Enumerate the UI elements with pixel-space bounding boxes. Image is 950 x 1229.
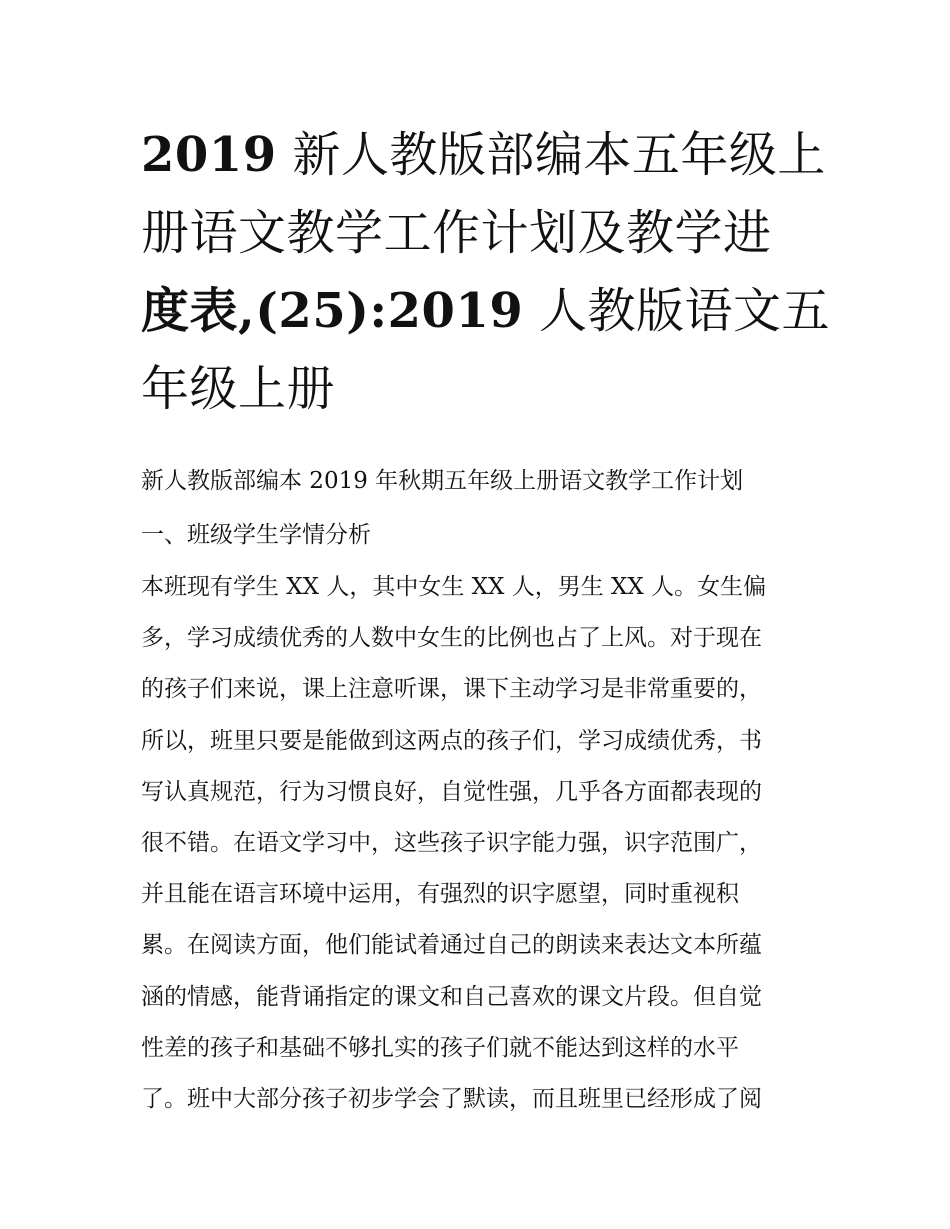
body-line: 所以，班里只要是能做到这两点的孩子们，学习成绩优秀，书 xyxy=(141,727,762,754)
title-line xyxy=(141,272,831,350)
body-line: 写认真规范，行为习惯良好，自觉性强，几乎各方面都表现的 xyxy=(141,778,762,805)
body-line: 的孩子们来说，课上注意听课，课下主动学习是非常重要的， xyxy=(141,676,762,703)
body-paragraph xyxy=(141,562,813,1125)
title-segment: 2019 xyxy=(141,127,277,183)
document-content xyxy=(141,116,831,1125)
title-segment: 度表,(25):2019 xyxy=(141,283,524,339)
body-line: 并且能在语言环境中运用，有强烈的识字愿望，同时重视积 xyxy=(141,881,739,908)
title-segment: 册语文教学工作计划及教学进 xyxy=(141,205,772,261)
title-segment: 年级上册 xyxy=(141,361,336,417)
body-line: 本班现有学生 XX 人，其中女生 XX 人，男生 XX 人。女生偏 xyxy=(141,574,767,600)
body-line: 涵的情感，能背诵指定的课文和自己喜欢的课文片段。但自觉 xyxy=(141,983,762,1010)
title-line xyxy=(141,194,813,272)
section-heading: 一、班级学生学情分析 xyxy=(141,522,371,548)
body-line: 性差的孩子和基础不够扎实的孩子们就不能达到这样的水平 xyxy=(141,1034,739,1061)
document-title xyxy=(141,116,831,428)
body-line: 了。班中大部分孩子初步学会了默读，而且班里已经形成了阅 xyxy=(141,1086,762,1113)
body-line: 多，学习成绩优秀的人数中女生的比例也占了上风。对于现在 xyxy=(141,625,762,652)
title-segment: 新人教版部编本五年级上 xyxy=(276,127,826,183)
body-line: 累。在阅读方面，他们能试着通过自己的朗读来表达文本所蕴 xyxy=(141,932,762,959)
title-segment: 人教版语文五 xyxy=(523,283,831,339)
title-line xyxy=(141,350,813,428)
title-line xyxy=(141,116,826,194)
document-subtitle: 新人教版部编本 2019 年秋期五年级上册语文教学工作计划 xyxy=(141,468,744,494)
body-line: 很不错。在语文学习中，这些孩子识字能力强，识字范围广， xyxy=(141,830,762,857)
